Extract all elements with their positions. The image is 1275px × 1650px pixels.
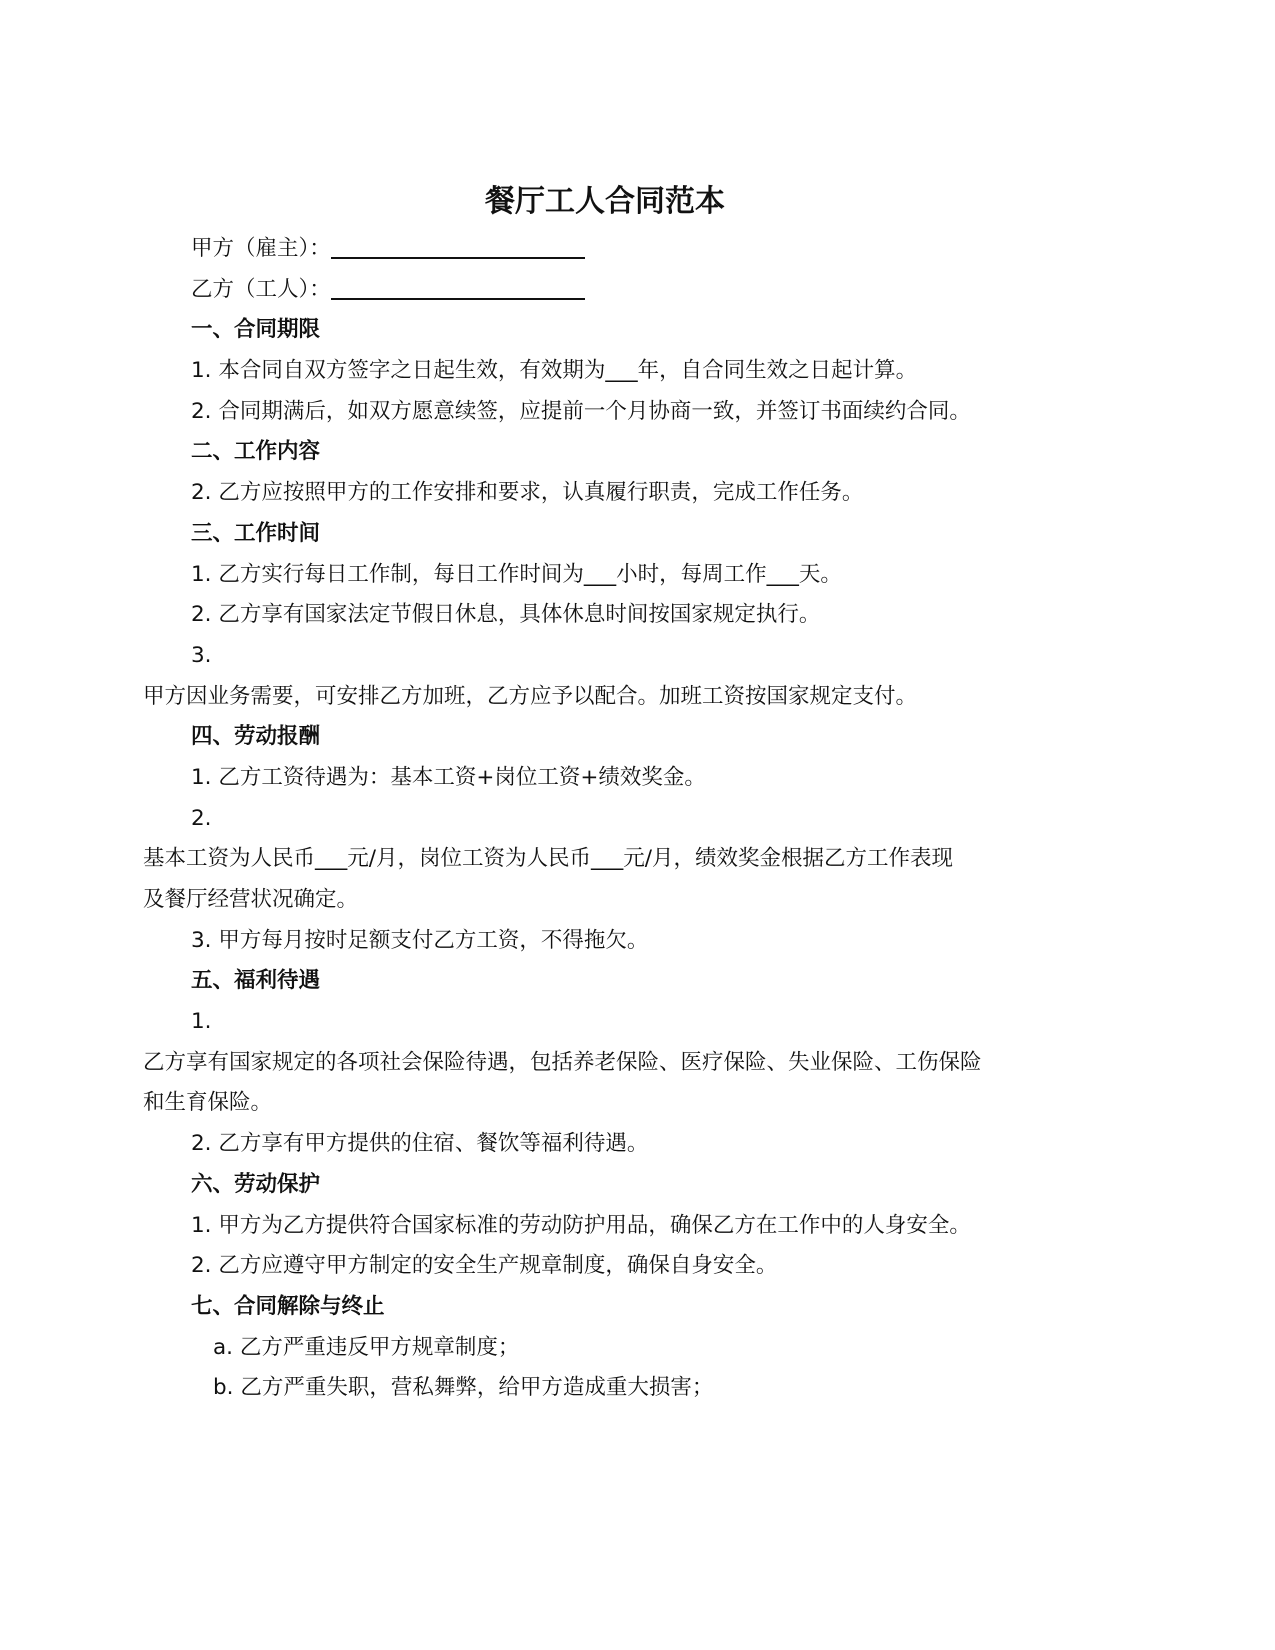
- document-title: 餐厅工人合同范本: [485, 184, 725, 219]
- section-heading: 四、劳动报酬: [191, 724, 321, 750]
- clause-line: 1. 本合同自双方签字之日起生效，有效期为___年，自合同生效之日起计算。: [191, 358, 918, 384]
- clause-line: 3.: [191, 642, 212, 668]
- document-body: [143, 229, 1103, 1409]
- clause-line: 乙方享有国家规定的各项社会保险待遇，包括养老保险、医疗保险、失业保险、工伤保险: [143, 1049, 982, 1075]
- clause-line: a. 乙方严重违反甲方规章制度；: [213, 1334, 520, 1360]
- party-a-line: [143, 229, 1103, 270]
- section-heading: 七、合同解除与终止: [191, 1293, 385, 1319]
- section-heading: 二、工作内容: [191, 439, 321, 465]
- party-b-label: 乙方（工人）：: [191, 276, 331, 302]
- clause-line: 2. 乙方享有国家法定节假日休息，具体休息时间按国家规定执行。: [191, 602, 821, 628]
- clause-line: 2.: [191, 805, 212, 831]
- section-heading: 一、合同期限: [191, 317, 321, 343]
- clause-line: 甲方因业务需要，可安排乙方加班，乙方应予以配合。加班工资按国家规定支付。: [143, 683, 918, 709]
- clause-line: 1. 乙方工资待遇为：基本工资+岗位工资+绩效奖金。: [191, 764, 706, 790]
- clause-line: 2. 乙方应遵守甲方制定的安全生产规章制度，确保自身安全。: [191, 1253, 778, 1279]
- clause-line: b. 乙方严重失职，营私舞弊，给甲方造成重大损害；: [213, 1375, 714, 1401]
- clause-line: 1.: [191, 1009, 212, 1035]
- section-heading: 五、福利待遇: [191, 968, 321, 994]
- contract-clauses: [143, 310, 1103, 1409]
- clause-line: 2. 乙方享有甲方提供的住宿、餐饮等福利待遇。: [191, 1131, 649, 1157]
- section-heading: 三、工作时间: [191, 520, 321, 546]
- section-heading: 六、劳动保护: [191, 1171, 321, 1197]
- clause-line: 3. 甲方每月按时足额支付乙方工资，不得拖欠。: [191, 927, 649, 953]
- party-a-label: 甲方（雇主）：: [191, 236, 331, 261]
- clause-line: 及餐厅经营状况确定。: [143, 887, 359, 912]
- clause-line: 基本工资为人民币___元/月，岗位工资为人民币___元/月，绩效奖金根据乙方工作表现: [143, 846, 953, 872]
- clause-line: 1. 乙方实行每日工作制，每日工作时间为___小时，每周工作___天。: [191, 561, 842, 587]
- clause-line: 1. 甲方为乙方提供符合国家标准的劳动防护用品，确保乙方在工作中的人身安全。: [191, 1212, 971, 1238]
- clause-line: 2. 乙方应按照甲方的工作安排和要求，认真履行职责，完成工作任务。: [191, 480, 864, 506]
- party-a-blank: [331, 233, 585, 259]
- clause-line: 2. 合同期满后，如双方愿意续签，应提前一个月协商一致，并签订书面续约合同。: [191, 398, 971, 424]
- party-b-blank: [331, 274, 585, 300]
- clause-line: 和生育保险。: [143, 1090, 273, 1116]
- party-b-line: [143, 270, 1103, 311]
